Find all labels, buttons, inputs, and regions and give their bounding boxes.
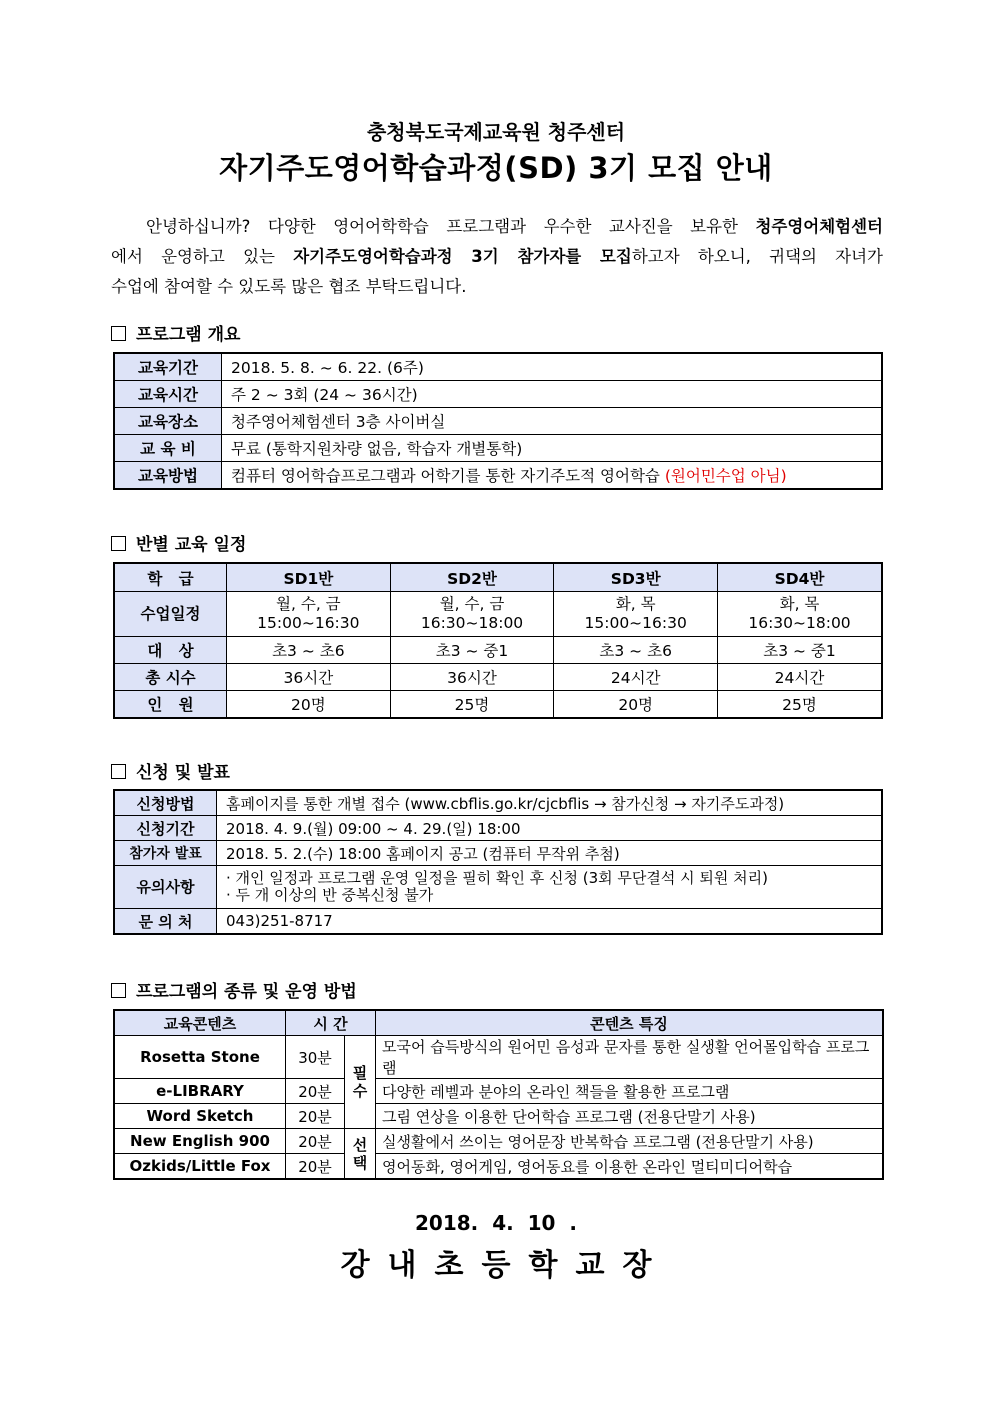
program-hours: 20분: [286, 1079, 345, 1104]
schedule-cell: [718, 592, 882, 637]
schedule-cell: [227, 592, 391, 637]
table-row: [114, 353, 882, 381]
program-desc: 그림 연상을 이용한 단어학습 프로그램 (전용단말기 사용): [376, 1104, 884, 1129]
program-hours: 20분: [286, 1154, 345, 1180]
schedule-cell: [554, 592, 718, 637]
hours-cell: 24시간: [718, 664, 882, 691]
program-desc: 다양한 레벨과 분야의 온라인 책들을 활용한 프로그램: [376, 1079, 884, 1104]
notes-cell: [217, 866, 883, 909]
people-cell: 25명: [390, 691, 554, 719]
program-desc: 실생활에서 쓰이는 영어문장 반복학습 프로그램 (전용단말기 사용): [376, 1129, 884, 1154]
table-row: [114, 592, 882, 637]
header-cell: 학 급: [114, 563, 227, 592]
programs-table: [113, 1009, 884, 1180]
program-hours: 20분: [286, 1129, 345, 1154]
schedule-table: [113, 562, 883, 719]
program-desc: 모국어 습득방식의 원어민 음성과 문자를 통한 실생활 언어몰입학습 프로그램: [376, 1036, 884, 1079]
table-header-row: [114, 1010, 883, 1036]
table-row: [114, 435, 882, 462]
row-label: 대 상: [114, 637, 227, 664]
table-row: [114, 1036, 883, 1079]
row-value: 청주영어체험센터 3층 사이버실: [222, 408, 883, 435]
time-text: 15:00~16:30: [257, 614, 360, 632]
program-name: Word Sketch: [114, 1104, 286, 1129]
row-value: 무료 (통학지원차량 없음, 학습자 개별통학): [222, 435, 883, 462]
checkbox-icon: [111, 326, 126, 341]
target-cell: 초3 ~ 초6: [554, 637, 718, 664]
people-cell: 25명: [718, 691, 882, 719]
program-name: Ozkids/Little Fox: [114, 1154, 286, 1180]
row-label: 총 시수: [114, 664, 227, 691]
checkbox-icon: [111, 536, 126, 551]
section-heading-text: 신청 및 발표: [136, 763, 230, 783]
table-row: [114, 637, 882, 664]
row-value: 2018. 5. 8. ~ 6. 22. (6주): [222, 353, 883, 381]
people-cell: 20명: [554, 691, 718, 719]
table-row: [114, 381, 882, 408]
method-note: (원어민수업 아님): [664, 467, 787, 485]
row-label: 신청기간: [114, 816, 217, 841]
program-desc: 영어동화, 영어게임, 영어동요를 이용한 온라인 멀티미디어학습: [376, 1154, 884, 1180]
days-text: 화, 목: [615, 595, 656, 613]
row-label: 교육기간: [114, 353, 222, 381]
program-name: New English 900: [114, 1129, 286, 1154]
overview-table: [113, 352, 883, 490]
table-row: [114, 1079, 883, 1104]
header-cell: SD3반: [554, 563, 718, 592]
intro-paragraph: [111, 212, 883, 302]
apply-table: [113, 789, 883, 935]
row-label: 유의사항: [114, 866, 217, 909]
header-cell: 교육콘텐츠: [114, 1010, 286, 1036]
target-cell: 초3 ~ 초6: [227, 637, 391, 664]
days-text: 화, 목: [779, 595, 820, 613]
section-heading-programs: [111, 977, 357, 1002]
intro-text: 안녕하십니까? 다양한 영어어학학습 프로그램과 우수한 교사진을 보유한: [146, 217, 756, 236]
optional-label: 선 택: [345, 1129, 376, 1180]
row-label: 신청방법: [114, 790, 217, 816]
program-hours: 30분: [286, 1036, 345, 1079]
hours-cell: 36시간: [390, 664, 554, 691]
program-hours: 20분: [286, 1104, 345, 1129]
row-value: 2018. 4. 9.(월) 09:00 ~ 4. 29.(일) 18:00: [217, 816, 883, 841]
row-label: 인 원: [114, 691, 227, 719]
row-label: 수업일정: [114, 592, 227, 637]
hours-cell: 24시간: [554, 664, 718, 691]
checkbox-icon: [111, 764, 126, 779]
table-row: [114, 841, 882, 866]
header-cell: 콘텐츠 특징: [376, 1010, 884, 1036]
intro-text: 수업에 참여할 수 있도록 많은 협조 부탁드립니다.: [111, 277, 467, 296]
table-row: [114, 909, 882, 935]
note-line: · 두 개 이상의 반 중복신청 불가: [226, 886, 434, 904]
row-label: 문 의 처: [114, 909, 217, 935]
document-title: 자기주도영어학습과정(SD) 3기 모집 안내: [219, 151, 773, 185]
days-text: 월, 수, 금: [276, 595, 341, 613]
table-row: [114, 816, 882, 841]
target-cell: 초3 ~ 중1: [718, 637, 882, 664]
row-value: 주 2 ~ 3회 (24 ~ 36시간): [222, 381, 883, 408]
table-row: [114, 691, 882, 719]
target-cell: 초3 ~ 중1: [390, 637, 554, 664]
section-heading-overview: [111, 320, 240, 345]
row-value: 043)251-8717: [217, 909, 883, 935]
row-label: 교 육 비: [114, 435, 222, 462]
section-heading-text: 반별 교육 일정: [136, 535, 247, 555]
section-heading-text: 프로그램의 종류 및 운영 방법: [136, 982, 357, 1002]
school-signature: 강내초등학교장: [340, 1248, 670, 1283]
table-row: [114, 790, 882, 816]
required-label: 필 수: [345, 1036, 376, 1129]
program-name: e-LIBRARY: [114, 1079, 286, 1104]
intro-text: 하고자 하오니, 귀댁의 자녀가: [631, 247, 883, 266]
intro-highlight: 자기주도영어학습과정 3기 참가자를 모집: [293, 247, 632, 266]
table-row: [114, 462, 882, 490]
document-date: 2018. 4. 10 .: [415, 1211, 577, 1235]
time-text: 16:30~18:00: [748, 614, 851, 632]
intro-text: 에서 운영하고 있는: [111, 247, 294, 266]
header-cell: 시 간: [286, 1010, 376, 1036]
program-name: Rosetta Stone: [114, 1036, 286, 1079]
org-name: 충청북도국제교육원 청주센터: [366, 120, 626, 144]
table-header-row: [114, 563, 882, 592]
row-value: 2018. 5. 2.(수) 18:00 홈페이지 공고 (컴퓨터 무작위 추첨): [217, 841, 883, 866]
time-text: 15:00~16:30: [584, 614, 687, 632]
section-heading-text: 프로그램 개요: [136, 325, 241, 345]
row-label: 교육방법: [114, 462, 222, 490]
hours-cell: 36시간: [227, 664, 391, 691]
row-label: 참가자 발표: [114, 841, 217, 866]
table-row: [114, 866, 882, 909]
days-text: 월, 수, 금: [439, 595, 505, 613]
row-label: 교육장소: [114, 408, 222, 435]
method-text: 컴퓨터 영어학습프로그램과 어학기를 통한 자기주도적 영어학습: [231, 467, 665, 485]
checkbox-icon: [111, 983, 126, 998]
section-heading-apply: [111, 758, 230, 783]
table-row: [114, 1104, 883, 1129]
header-cell: SD2반: [390, 563, 554, 592]
header-cell: SD1반: [227, 563, 391, 592]
table-row: [114, 1129, 883, 1154]
time-text: 16:30~18:00: [420, 614, 524, 632]
schedule-cell: [390, 592, 554, 637]
people-cell: 20명: [227, 691, 391, 719]
table-row: [114, 1154, 883, 1180]
note-line: · 개인 일정과 프로그램 운영 일정을 필히 확인 후 신청 (3회 무단결석 시 퇴원 처리): [226, 869, 768, 887]
header-cell: SD4반: [718, 563, 882, 592]
row-value: [222, 462, 883, 490]
section-heading-schedule: [111, 530, 246, 555]
row-label: 교육시간: [114, 381, 222, 408]
table-row: [114, 664, 882, 691]
row-value: 홈페이지를 통한 개별 접수 (www.cbflis.go.kr/cjcbflis → 참가신청 → 자기주도과정): [217, 790, 883, 816]
table-row: [114, 408, 882, 435]
intro-highlight: 청주영어체험센터: [755, 217, 883, 236]
